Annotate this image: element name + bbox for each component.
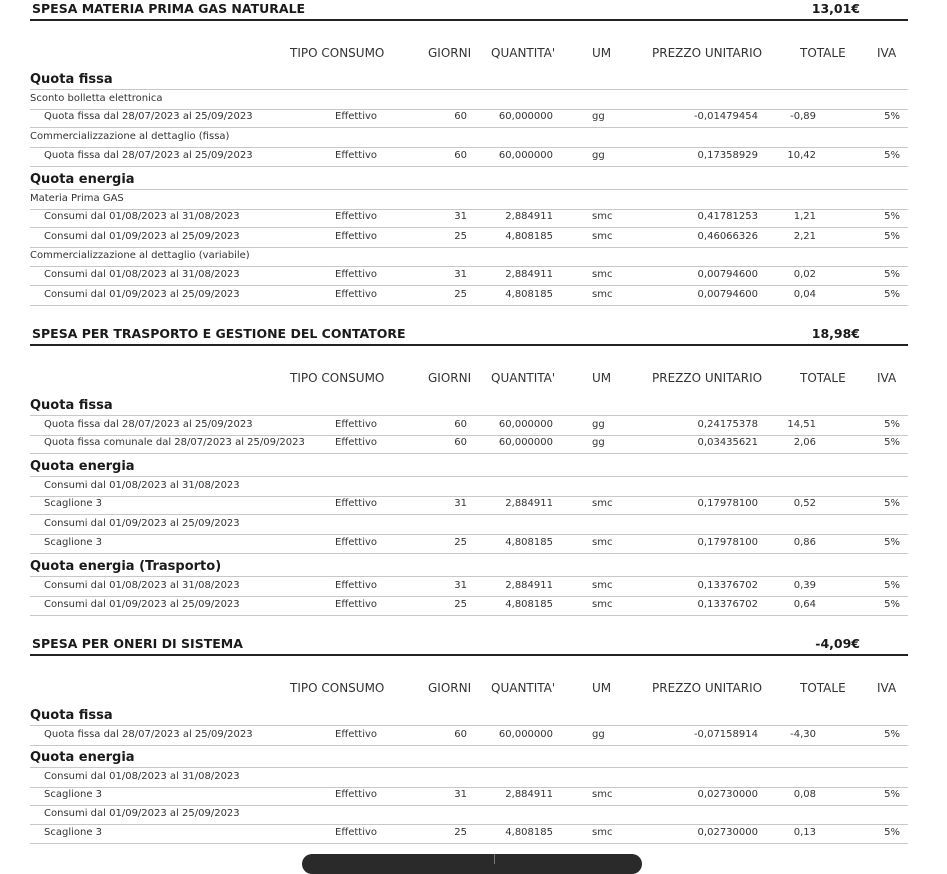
- row-desc: Consumi dal 01/08/2023 al 31/08/2023: [44, 269, 240, 280]
- row-um: smc: [592, 231, 613, 242]
- row-totale: 0,52: [793, 498, 816, 509]
- row-desc: Sconto bolletta elettronica: [30, 93, 163, 104]
- row-iva: 5%: [884, 111, 900, 122]
- group-quota-fissa: Quota fissa: [30, 708, 113, 723]
- row-desc: Consumi dal 01/09/2023 al 25/09/2023: [44, 231, 240, 242]
- row-prezzo: 0,24175378: [697, 419, 758, 430]
- col-iva: IVA: [877, 371, 897, 385]
- row-quantita: 2,884911: [505, 269, 553, 280]
- row-totale: 2,21: [793, 231, 816, 242]
- col-um: UM: [592, 681, 612, 695]
- row-totale: 0,13: [793, 827, 816, 838]
- row-giorni: 31: [454, 789, 467, 800]
- section-title: SPESA PER TRASPORTO E GESTIONE DEL CONTATORE: [32, 326, 406, 341]
- row-tipo: Effettivo: [335, 111, 378, 122]
- table-row: [30, 725, 908, 746]
- row-desc: Materia Prima GAS: [30, 193, 124, 204]
- row-iva: 5%: [884, 419, 900, 430]
- row-quantita: 2,884911: [505, 498, 553, 509]
- row-quantita: 4,808185: [505, 537, 553, 548]
- row-um: gg: [592, 150, 605, 161]
- group-quota-fissa: Quota fissa: [30, 398, 113, 413]
- row-totale: 10,42: [787, 150, 816, 161]
- col-totale: TOTALE: [800, 371, 846, 385]
- row-totale: 2,06: [793, 437, 816, 448]
- row-totale: 0,39: [793, 580, 816, 591]
- row-totale: 0,04: [793, 289, 816, 300]
- row-iva: 5%: [884, 580, 900, 591]
- table-row: [30, 247, 908, 267]
- row-desc: Quota fissa dal 28/07/2023 al 25/09/2023: [44, 419, 253, 430]
- row-tipo: Effettivo: [335, 827, 378, 838]
- section-total: 18,98€: [811, 326, 860, 341]
- row-iva: 5%: [884, 211, 900, 222]
- row-desc: Scaglione 3: [44, 498, 103, 509]
- row-desc: Scaglione 3: [44, 537, 103, 548]
- col-um: UM: [592, 371, 612, 385]
- row-desc: Quota fissa dal 28/07/2023 al 25/09/2023: [44, 111, 253, 122]
- row-iva: 5%: [884, 537, 900, 548]
- row-totale: 0,86: [793, 537, 816, 548]
- section-title: SPESA PER ONERI DI SISTEMA: [32, 636, 243, 651]
- section-total: 13,01€: [811, 1, 860, 16]
- col-quantita: QUANTITA': [491, 371, 556, 385]
- section-title: SPESA MATERIA PRIMA GAS NATURALE: [32, 1, 306, 16]
- row-iva: 5%: [884, 150, 900, 161]
- column-headers: [0, 681, 947, 697]
- group-quota-energia: Quota energia: [30, 459, 135, 474]
- row-quantita: 60,000000: [498, 419, 553, 430]
- row-quantita: 60,000000: [498, 111, 553, 122]
- column-headers: [0, 371, 947, 387]
- row-um: gg: [592, 437, 605, 448]
- column-headers: [0, 46, 947, 62]
- table-row: [30, 108, 908, 128]
- row-iva: 5%: [884, 789, 900, 800]
- row-desc: Quota fissa dal 28/07/2023 al 25/09/2023: [44, 729, 253, 740]
- row-prezzo: -0,01479454: [693, 111, 758, 122]
- row-prezzo: 0,13376702: [697, 580, 758, 591]
- row-tipo: Effettivo: [335, 150, 378, 161]
- row-giorni: 60: [454, 437, 467, 448]
- row-desc: Quota fissa dal 28/07/2023 al 25/09/2023: [44, 150, 253, 161]
- row-prezzo: 0,46066326: [697, 231, 758, 242]
- col-totale: TOTALE: [800, 46, 846, 60]
- col-giorni: GIORNI: [428, 46, 472, 60]
- table-row: [30, 208, 908, 228]
- group-quota-fissa: Quota fissa: [30, 72, 113, 87]
- row-prezzo: 0,00794600: [697, 289, 758, 300]
- row-giorni: 60: [454, 150, 467, 161]
- group-quota-energia: Quota energia: [30, 172, 135, 187]
- row-prezzo: 0,03435621: [697, 437, 758, 448]
- row-quantita: 4,808185: [505, 289, 553, 300]
- row-tipo: Effettivo: [335, 269, 378, 280]
- table-row: [30, 576, 908, 597]
- row-desc: Consumi dal 01/08/2023 al 31/08/2023: [44, 771, 240, 782]
- section-header-trasporto: [30, 326, 908, 346]
- row-tipo: Effettivo: [335, 599, 378, 610]
- table-row: [30, 147, 908, 167]
- row-quantita: 60,000000: [498, 437, 553, 448]
- table-row: [30, 786, 908, 806]
- row-tipo: Effettivo: [335, 437, 378, 448]
- row-um: smc: [592, 211, 613, 222]
- row-iva: 5%: [884, 498, 900, 509]
- section-header-materia-prima: [30, 1, 908, 21]
- col-um: UM: [592, 46, 612, 60]
- row-tipo: Effettivo: [335, 498, 378, 509]
- row-tipo: Effettivo: [335, 231, 378, 242]
- row-prezzo: 0,41781253: [697, 211, 758, 222]
- row-totale: 1,21: [793, 211, 816, 222]
- row-giorni: 31: [454, 211, 467, 222]
- row-quantita: 4,808185: [505, 827, 553, 838]
- row-um: smc: [592, 498, 613, 509]
- row-desc: Consumi dal 01/09/2023 al 25/09/2023: [44, 518, 240, 529]
- col-tipo: TIPO CONSUMO: [290, 681, 385, 695]
- row-tipo: Effettivo: [335, 419, 378, 430]
- row-quantita: 2,884911: [505, 789, 553, 800]
- col-prezzo: PREZZO UNITARIO: [652, 46, 763, 60]
- row-desc: Commercializzazione al dettaglio (variabile): [30, 250, 250, 261]
- table-row: [30, 128, 908, 148]
- row-giorni: 31: [454, 269, 467, 280]
- row-prezzo: 0,17358929: [697, 150, 758, 161]
- row-quantita: 4,808185: [505, 231, 553, 242]
- group-quota-energia-trasporto: Quota energia (Trasporto): [30, 559, 222, 574]
- row-totale: 0,64: [793, 599, 816, 610]
- row-desc: Consumi dal 01/09/2023 al 25/09/2023: [44, 289, 240, 300]
- table-row: [30, 476, 908, 497]
- table-row: [30, 286, 908, 306]
- row-giorni: 25: [454, 289, 467, 300]
- row-um: smc: [592, 827, 613, 838]
- table-row: [30, 534, 908, 554]
- row-quantita: 60,000000: [498, 729, 553, 740]
- row-prezzo: 0,17978100: [697, 537, 758, 548]
- row-desc: Quota fissa comunale dal 28/07/2023 al 25/09/2023: [44, 437, 305, 448]
- row-iva: 5%: [884, 269, 900, 280]
- row-tipo: Effettivo: [335, 729, 378, 740]
- table-row: [30, 805, 908, 825]
- row-giorni: 60: [454, 419, 467, 430]
- row-tipo: Effettivo: [335, 580, 378, 591]
- section-header-oneri: [30, 636, 908, 656]
- table-row: [30, 596, 908, 616]
- row-giorni: 25: [454, 599, 467, 610]
- table-row: [30, 266, 908, 286]
- col-iva: IVA: [877, 681, 897, 695]
- row-giorni: 60: [454, 111, 467, 122]
- table-row: [30, 89, 908, 110]
- col-prezzo: PREZZO UNITARIO: [652, 371, 763, 385]
- col-prezzo: PREZZO UNITARIO: [652, 681, 763, 695]
- toolbar-divider: [494, 854, 495, 864]
- row-tipo: Effettivo: [335, 537, 378, 548]
- row-iva: 5%: [884, 599, 900, 610]
- row-tipo: Effettivo: [335, 211, 378, 222]
- col-quantita: QUANTITA': [491, 681, 556, 695]
- row-desc: Scaglione 3: [44, 827, 103, 838]
- row-desc: Consumi dal 01/08/2023 al 31/08/2023: [44, 211, 240, 222]
- row-prezzo: 0,00794600: [697, 269, 758, 280]
- group-quota-energia: Quota energia: [30, 750, 135, 765]
- row-giorni: 25: [454, 827, 467, 838]
- col-giorni: GIORNI: [428, 371, 472, 385]
- row-um: gg: [592, 111, 605, 122]
- col-giorni: GIORNI: [428, 681, 472, 695]
- row-quantita: 2,884911: [505, 211, 553, 222]
- row-desc: Commercializzazione al dettaglio (fissa): [30, 131, 230, 142]
- row-giorni: 31: [454, 498, 467, 509]
- row-quantita: 60,000000: [498, 150, 553, 161]
- row-desc: Consumi dal 01/09/2023 al 25/09/2023: [44, 599, 240, 610]
- row-prezzo: 0,13376702: [697, 599, 758, 610]
- row-prezzo: 0,02730000: [697, 789, 758, 800]
- col-iva: IVA: [877, 46, 897, 60]
- row-um: smc: [592, 789, 613, 800]
- col-tipo: TIPO CONSUMO: [290, 46, 385, 60]
- col-quantita: QUANTITA': [491, 46, 556, 60]
- table-row: [30, 515, 908, 535]
- table-row: [30, 767, 908, 788]
- row-um: smc: [592, 269, 613, 280]
- row-giorni: 25: [454, 231, 467, 242]
- row-tipo: Effettivo: [335, 789, 378, 800]
- row-um: smc: [592, 537, 613, 548]
- row-totale: -4,30: [790, 729, 816, 740]
- row-iva: 5%: [884, 289, 900, 300]
- row-giorni: 25: [454, 537, 467, 548]
- row-iva: 5%: [884, 231, 900, 242]
- row-um: smc: [592, 580, 613, 591]
- row-totale: 14,51: [787, 419, 816, 430]
- table-row: [30, 228, 908, 248]
- col-totale: TOTALE: [800, 681, 846, 695]
- section-total: -4,09€: [815, 636, 860, 651]
- table-row: [30, 434, 908, 454]
- col-tipo: TIPO CONSUMO: [290, 371, 385, 385]
- row-desc: Consumi dal 01/09/2023 al 25/09/2023: [44, 808, 240, 819]
- row-totale: -0,89: [790, 111, 816, 122]
- table-row: [30, 495, 908, 515]
- row-um: gg: [592, 419, 605, 430]
- row-iva: 5%: [884, 729, 900, 740]
- row-totale: 0,08: [793, 789, 816, 800]
- row-quantita: 2,884911: [505, 580, 553, 591]
- row-giorni: 60: [454, 729, 467, 740]
- row-tipo: Effettivo: [335, 289, 378, 300]
- row-giorni: 31: [454, 580, 467, 591]
- row-desc: Scaglione 3: [44, 789, 103, 800]
- row-um: gg: [592, 729, 605, 740]
- row-iva: 5%: [884, 437, 900, 448]
- table-row: [30, 415, 908, 436]
- row-desc: Consumi dal 01/08/2023 al 31/08/2023: [44, 580, 240, 591]
- row-iva: 5%: [884, 827, 900, 838]
- row-totale: 0,02: [793, 269, 816, 280]
- row-prezzo: -0,07158914: [693, 729, 758, 740]
- row-prezzo: 0,02730000: [697, 827, 758, 838]
- table-row: [30, 189, 908, 210]
- row-desc: Consumi dal 01/08/2023 al 31/08/2023: [44, 480, 240, 491]
- viewer-toolbar[interactable]: [302, 854, 642, 874]
- row-quantita: 4,808185: [505, 599, 553, 610]
- table-row: [30, 824, 908, 844]
- row-prezzo: 0,17978100: [697, 498, 758, 509]
- row-um: smc: [592, 599, 613, 610]
- row-um: smc: [592, 289, 613, 300]
